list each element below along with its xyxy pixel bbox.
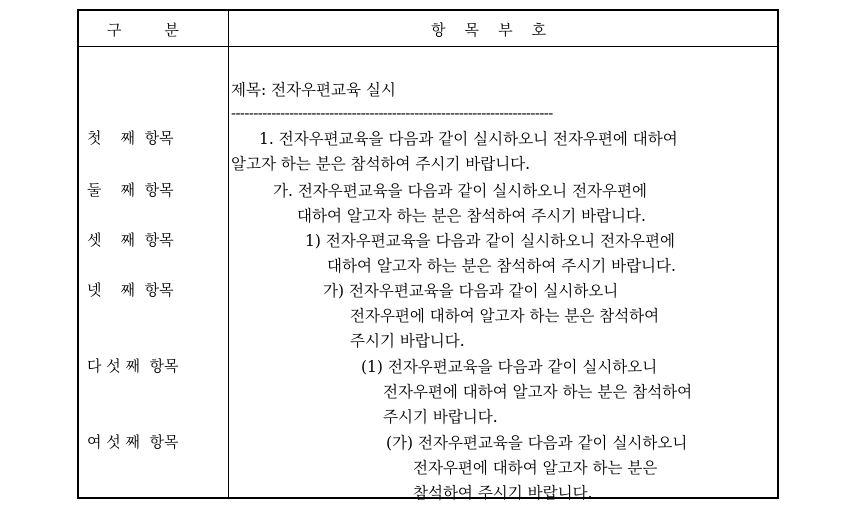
row-label-4: 넷 째 항목 (87, 281, 174, 299)
header-divider (79, 46, 777, 47)
row-label-2: 둘 째 항목 (87, 181, 174, 199)
row-4-line-3: 주시기 바랍니다. (350, 332, 465, 350)
document-title: 제목: 전자우편교육 실시 (231, 81, 396, 99)
row-label-5: 다 섯 째 항목 (87, 357, 179, 375)
header-category: 구 분 (107, 21, 179, 39)
row-6-line-1: (가) 전자우편교육을 다음과 같이 실시하오니 (386, 434, 688, 452)
row-6-line-2: 전자우편에 대하여 알고자 하는 분은 (413, 459, 658, 477)
dashed-divider: ------------------------------------------------------------------------ (231, 104, 553, 122)
header-item-symbol: 항 목 부 호 (431, 21, 547, 39)
row-label-6: 여 섯 째 항목 (87, 433, 179, 451)
row-1-line-1: 1. 전자우편교육을 다음과 같이 실시하오니 전자우편에 대하여 (259, 130, 678, 148)
row-label-3: 셋 째 항목 (87, 231, 174, 249)
row-4-line-2: 전자우편에 대하여 알고자 하는 분은 참석하여 (350, 307, 660, 325)
column-divider (228, 11, 229, 497)
row-5-line-1: (1) 전자우편교육을 다음과 같이 실시하오니 (361, 358, 658, 376)
row-3-line-2: 대하여 알고자 하는 분은 참석하여 주시기 바랍니다. (327, 257, 676, 275)
row-6-line-3: 참석하여 주시기 바랍니다. (413, 484, 593, 502)
outline-table (77, 9, 779, 502)
row-5-line-3: 주시기 바랍니다. (383, 408, 498, 426)
row-3-line-1: 1) 전자우편교육을 다음과 같이 실시하오니 전자우편에 (305, 232, 675, 250)
row-label-1: 첫 째 항목 (87, 129, 174, 147)
row-2-line-2: 대하여 알고자 하는 분은 참석하여 주시기 바랍니다. (297, 207, 646, 225)
row-2-line-1: 가. 전자우편교육을 다음과 같이 실시하오니 전자우편에 (273, 182, 647, 200)
row-4-line-1: 가) 전자우편교육을 다음과 같이 실시하오니 (323, 282, 619, 300)
row-5-line-2: 전자우편에 대하여 알고자 하는 분은 참석하여 (383, 383, 693, 401)
row-1-line-2: 알고자 하는 분은 참석하여 주시기 바랍니다. (231, 155, 531, 173)
